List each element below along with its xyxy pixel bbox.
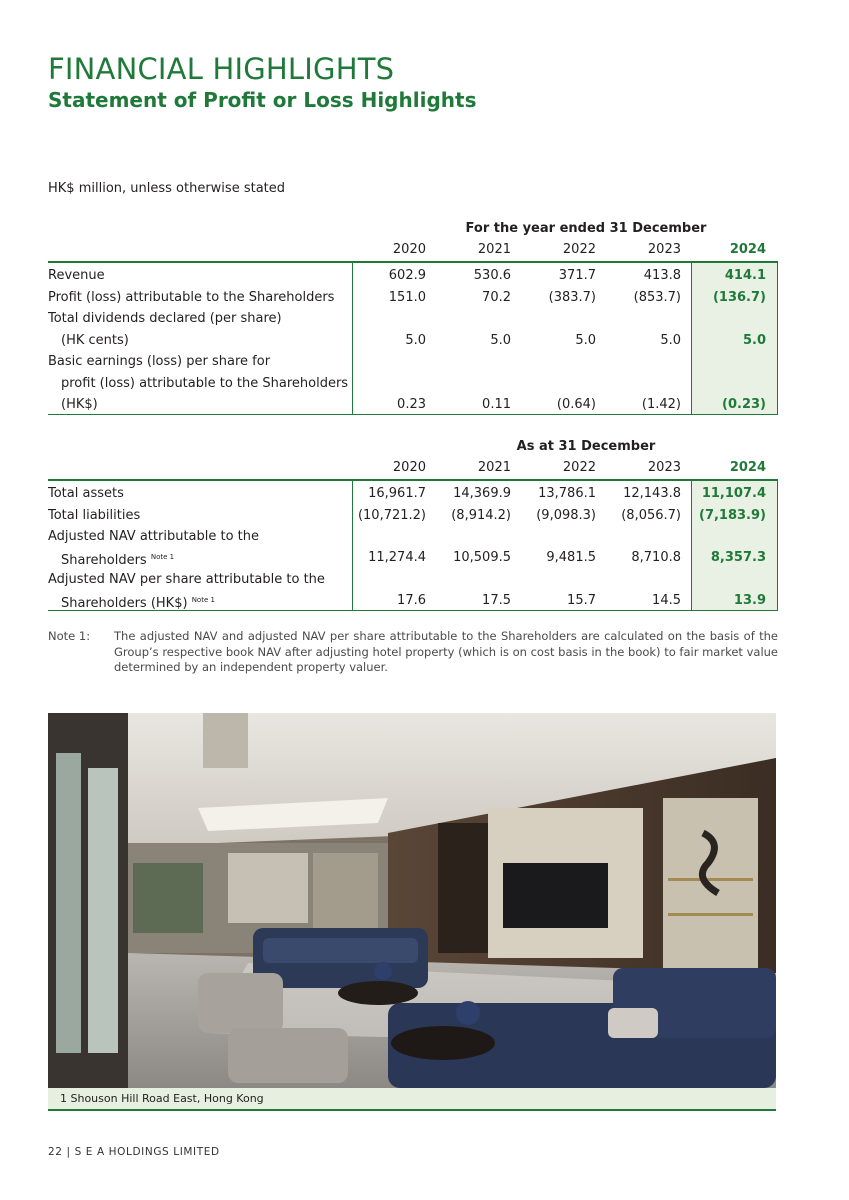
cell: (1.42) [641,397,681,412]
cell-current: (7,183.9) [699,508,766,523]
table-row [48,483,778,504]
year-header-current: 2024 [729,242,766,257]
page-title: FINANCIAL HIGHLIGHTS [48,52,395,86]
cell: 15.7 [567,593,596,608]
year-header-row [48,460,778,478]
interior-photo [48,713,776,1088]
cell: 0.23 [397,397,426,412]
cell: 14.5 [652,593,681,608]
cell: 5.0 [490,333,511,348]
cell: 413.8 [643,268,681,283]
footnote-text: The adjusted NAV and adjusted NAV per share attributable to the Shareholders are calculated on the basis of the Group’s respective book NAV after adjusting hotel property (which is on cost basis in the book) to fair market value determined by an independent property valuer. [114,629,778,674]
cell: (9,098.3) [536,508,596,523]
row-label: (HK cents) [61,333,129,348]
unit-note: HK$ million, unless otherwise stated [48,181,286,196]
table-row [48,351,778,372]
row-label: Shareholders $^{Note 1}$ [61,553,175,568]
cell: 16,961.7 [368,486,426,501]
table-row [48,330,778,351]
table-row [48,287,778,308]
table-top-rule [48,261,778,263]
cell: 0.11 [482,397,511,412]
cell-current: 5.0 [742,333,766,348]
row-label: Total liabilities [48,508,141,523]
cell: 11,274.4 [368,550,426,565]
living-room-illustration [48,713,776,1088]
cell-current: 11,107.4 [701,486,766,501]
table-bottom-rule [48,414,778,415]
cell: 5.0 [575,333,596,348]
row-label: profit (loss) attributable to the Shareholders [61,376,349,391]
row-label: Profit (loss) attributable to the Shareholders [48,290,335,305]
year-header: 2021 [477,242,511,257]
table-row [48,394,778,415]
photo-caption-text: 1 Shouson Hill Road East, Hong Kong [60,1092,264,1105]
row-label: Basic earnings (loss) per share for [48,354,271,369]
profit-loss-table [48,218,778,418]
photo-caption [48,1088,776,1109]
cell: 17.6 [397,593,426,608]
note-reference: Note 1 [150,553,175,561]
cell-current: 13.9 [733,593,766,608]
year-header: 2021 [477,460,511,475]
row-label: Total assets [48,486,124,501]
cell: 14,369.9 [453,486,511,501]
table-period-heading: For the year ended 31 December [465,221,707,236]
year-header-row [48,242,778,260]
cell: 8,710.8 [631,550,681,565]
cell: (853.7) [633,290,681,305]
cell: 530.6 [473,268,511,283]
cell: (383.7) [548,290,596,305]
cell-current: (136.7) [712,290,766,305]
table-row [48,547,778,568]
table-row [48,569,778,590]
cell: 17.5 [482,593,511,608]
cell: 13,786.1 [538,486,596,501]
cell: (8,914.2) [451,508,511,523]
year-header: 2023 [647,460,681,475]
table-row [48,590,778,611]
cell: (0.64) [556,397,596,412]
table-row [48,526,778,547]
cell: 5.0 [660,333,681,348]
year-header: 2023 [647,242,681,257]
year-header: 2020 [392,460,426,475]
table-row [48,373,778,394]
year-header: 2022 [562,460,596,475]
table-top-rule [48,479,778,481]
note-reference: Note 1 [191,596,215,604]
row-label: Adjusted NAV attributable to the [48,529,260,544]
year-header: 2020 [392,242,426,257]
cell-current: 414.1 [724,268,766,283]
cell: 9,481.5 [546,550,596,565]
cell: 70.2 [482,290,511,305]
cell: (10,721.2) [357,508,426,523]
row-label: (HK$) [61,397,98,412]
year-header: 2022 [562,242,596,257]
page-subtitle: Statement of Profit or Loss Highlights [48,88,477,112]
footnote-label: Note 1: [48,629,91,643]
cell-current: (0.23) [722,397,766,412]
page-footer: 22 | S E A HOLDINGS LIMITED [48,1146,220,1158]
year-header-current: 2024 [729,460,766,475]
financial-position-table [48,436,778,616]
table-period-heading: As at 31 December [516,439,656,454]
cell: 10,509.5 [453,550,511,565]
cell: 151.0 [388,290,426,305]
cell: (8,056.7) [621,508,681,523]
caption-rule [48,1109,776,1111]
cell: 371.7 [558,268,596,283]
table-row [48,265,778,286]
table-row [48,505,778,526]
cell: 602.9 [388,268,426,283]
row-label: Total dividends declared (per share) [48,311,282,326]
cell-current: 8,357.3 [710,550,766,565]
cell: 12,143.8 [623,486,681,501]
row-label: Shareholders (HK$) $^{Note 1}$ [61,596,215,611]
row-label: Adjusted NAV per share attributable to the [48,572,325,587]
row-label: Revenue [48,268,105,283]
cell: 5.0 [405,333,426,348]
table-row [48,308,778,329]
table-bottom-rule [48,610,778,611]
